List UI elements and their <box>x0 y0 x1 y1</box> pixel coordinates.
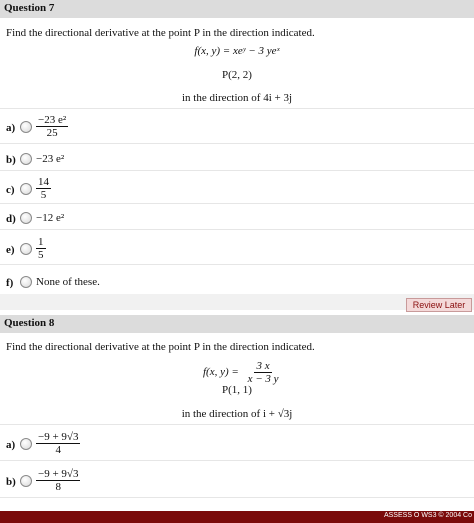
option-denominator: 4 <box>55 444 61 456</box>
question-7-direction: in the direction of 4i + 3j <box>181 92 293 104</box>
radio-button[interactable] <box>20 438 32 450</box>
option-label: a) <box>6 122 16 134</box>
divider <box>0 424 474 425</box>
option-denominator: 8 <box>55 481 61 493</box>
question-7-title: Question 7 <box>4 2 55 14</box>
divider <box>0 108 474 109</box>
option-numerator: 14 <box>38 176 49 188</box>
radio-button[interactable] <box>20 475 32 487</box>
radio-button[interactable] <box>20 243 32 255</box>
question-7-header <box>0 0 474 18</box>
function-numerator: 3 x <box>256 360 270 372</box>
option-value: −12 e² <box>36 212 65 224</box>
option-label: d) <box>6 213 16 225</box>
radio-button[interactable] <box>20 212 32 224</box>
divider <box>0 170 474 171</box>
question-8-title: Question 8 <box>4 317 55 329</box>
option-denominator: 5 <box>38 249 44 261</box>
option-value: None of these. <box>36 276 100 288</box>
option-label: b) <box>6 476 16 488</box>
option-label: f) <box>6 277 14 289</box>
option-denominator: 5 <box>40 189 47 201</box>
radio-button[interactable] <box>20 183 32 195</box>
option-numerator: 1 <box>38 236 44 248</box>
divider <box>0 203 474 204</box>
divider <box>0 229 474 230</box>
option-numerator: −23 e² <box>38 114 67 126</box>
question-7-stem: Find the directional derivative at the point P in the direction indicated. <box>6 27 315 39</box>
radio-button[interactable] <box>20 276 32 288</box>
option-numerator: −9 + 9√3 <box>38 431 79 443</box>
function-lhs: f(x, y) = <box>203 366 239 379</box>
question-8-direction: in the direction of i + √3j <box>181 408 293 420</box>
radio-button[interactable] <box>20 153 32 165</box>
footer-bar <box>0 511 474 523</box>
option-label: c) <box>6 184 15 196</box>
option-label: b) <box>6 154 16 166</box>
divider <box>0 143 474 144</box>
option-label: e) <box>6 244 15 256</box>
footer-text: ASSESS O WS3 © 2004 Co <box>383 512 472 519</box>
review-bar <box>0 294 474 310</box>
option-value: −23 e² <box>36 153 65 165</box>
divider <box>0 497 474 498</box>
review-later-button[interactable]: Review Later <box>406 298 472 312</box>
question-7-point: P(2, 2) <box>222 69 252 81</box>
option-label: a) <box>6 439 16 451</box>
option-denominator: 25 <box>46 127 58 139</box>
option-numerator: −9 + 9√3 <box>38 468 79 480</box>
function-denominator: x − 3 y <box>247 373 279 385</box>
question-7-function: f(x, y) = xeʸ − 3 yeˣ <box>194 45 280 57</box>
question-8-point: P(1, 1) <box>222 384 252 396</box>
question-8-header <box>0 315 474 333</box>
divider <box>0 264 474 265</box>
radio-button[interactable] <box>20 121 32 133</box>
question-8-function <box>203 360 281 385</box>
divider <box>0 460 474 461</box>
question-8-stem: Find the directional derivative at the point P in the direction indicated. <box>6 341 315 353</box>
